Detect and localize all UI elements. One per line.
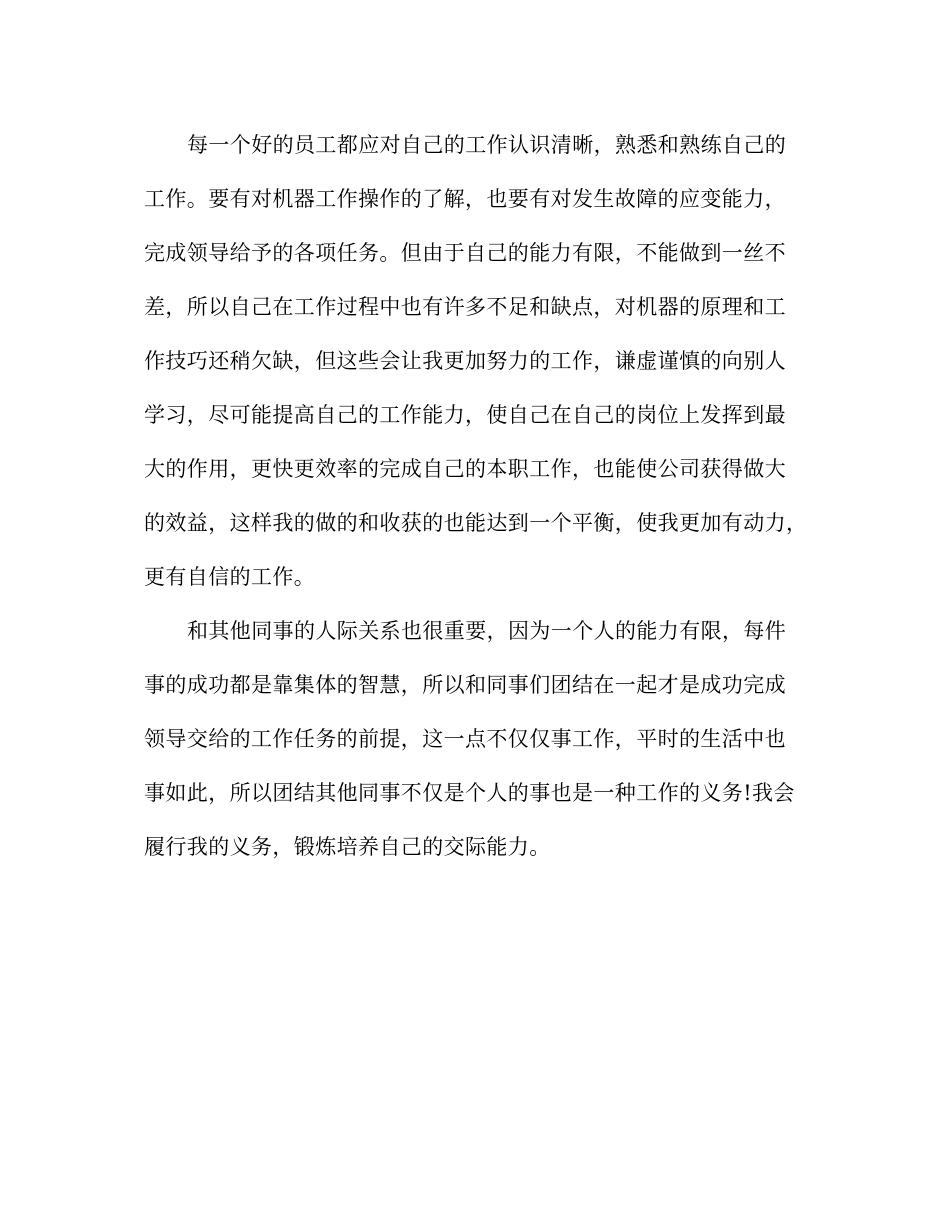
paragraph-line: 事如此，所以团结其他同事不仅是个人的事也是一种工作的义务!我会 bbox=[144, 781, 795, 805]
paragraph-line: 和其他同事的人际关系也很重要，因为一个人的能力有限，每件 bbox=[187, 619, 787, 643]
paragraph-line: 完成领导给予的各项任务。但由于自己的能力有限，不能做到一丝不 bbox=[144, 241, 786, 265]
paragraph-line: 大的作用，更快更效率的完成自己的本职工作，也能使公司获得做大 bbox=[144, 457, 786, 481]
paragraph-line: 每一个好的员工都应对自己的工作认识清晰，熟悉和熟练自己的 bbox=[187, 133, 787, 157]
paragraph-line: 差，所以自己在工作过程中也有许多不足和缺点，对机器的原理和工 bbox=[144, 295, 786, 319]
paragraph-line: 的效益，这样我的做的和收获的也能达到一个平衡，使我更加有动力， bbox=[144, 511, 808, 535]
paragraph-line: 学习，尽可能提高自己的工作能力，使自己在自己的岗位上发挥到最 bbox=[144, 403, 786, 427]
paragraph-2 bbox=[144, 604, 808, 874]
paragraph-line: 事的成功都是靠集体的智慧，所以和同事们团结在一起才是成功完成 bbox=[144, 673, 786, 697]
paragraph-1 bbox=[144, 118, 808, 604]
document-body bbox=[144, 118, 808, 874]
paragraph-line: 更有自信的工作。 bbox=[144, 565, 316, 589]
paragraph-line: 履行我的义务，锻炼培养自己的交际能力。 bbox=[144, 835, 551, 859]
paragraph-line: 作技巧还稍欠缺，但这些会让我更加努力的工作，谦虚谨慎的向别人 bbox=[144, 349, 786, 373]
paragraph-line: 领导交给的工作任务的前提，这一点不仅仅事工作，平时的生活中也 bbox=[144, 727, 786, 751]
paragraph-line: 工作。要有对机器工作操作的了解，也要有对发生故障的应变能力， bbox=[144, 187, 786, 211]
